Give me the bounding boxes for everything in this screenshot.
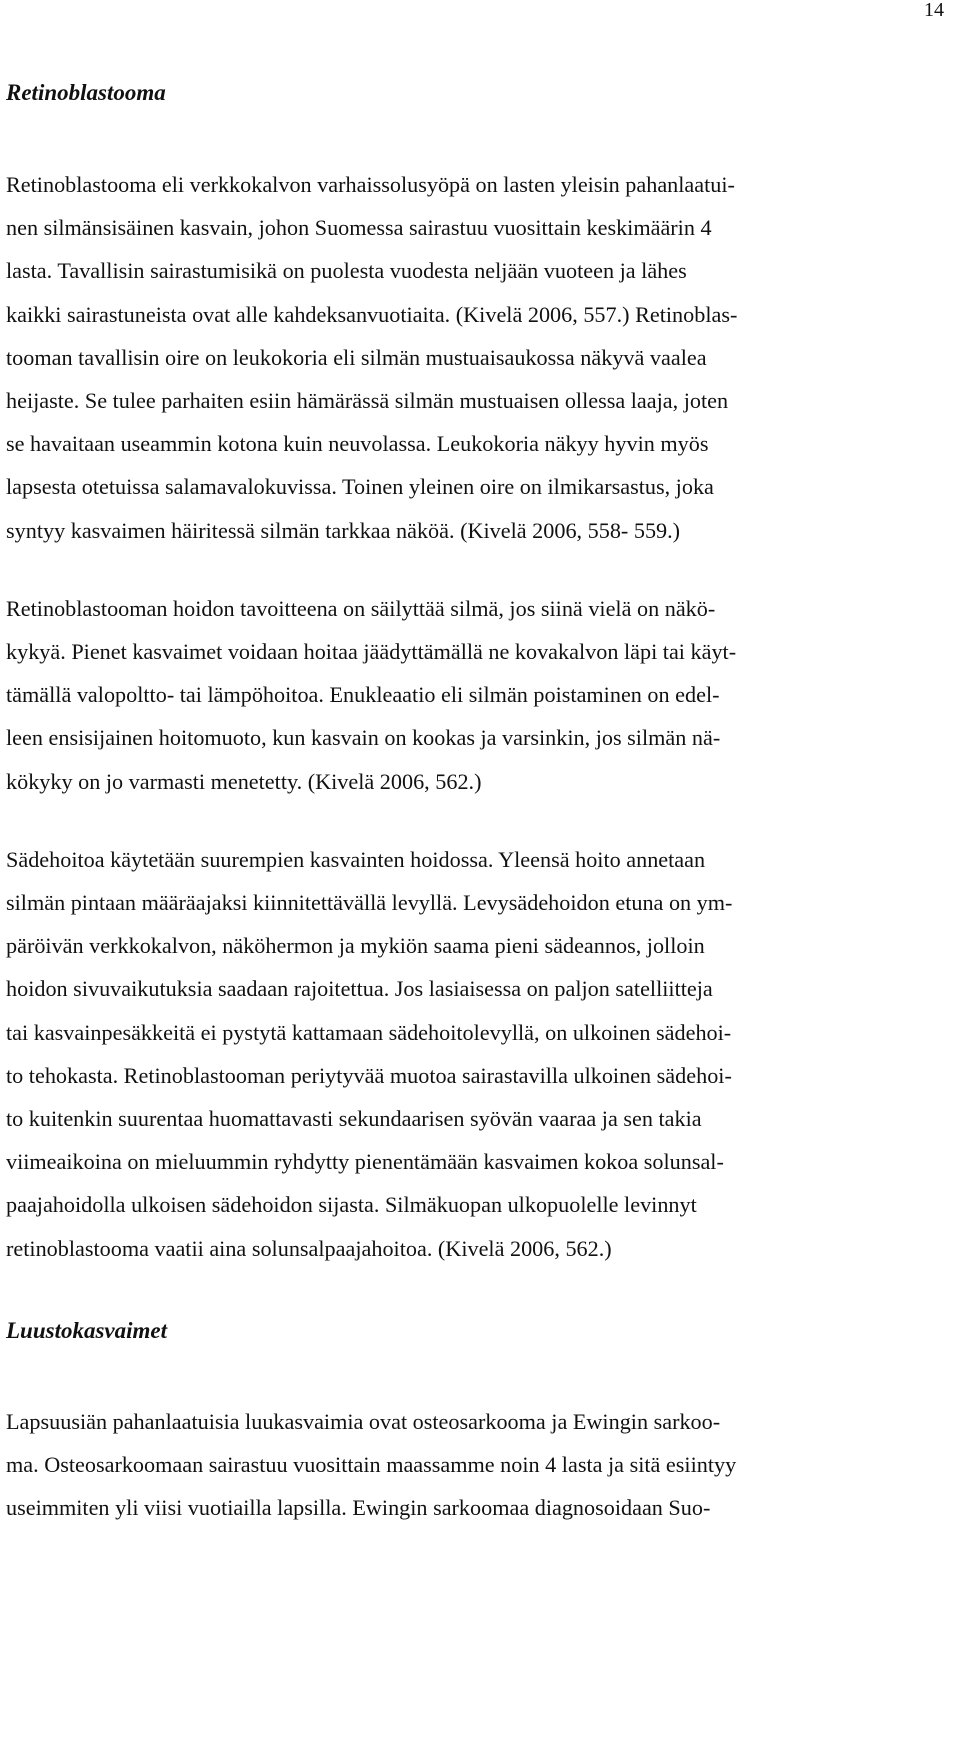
document-body (6, 70, 926, 1529)
text-line: heijaste. Se tulee parhaiten esiin hämärässä silmän mustuaisen ollessa laaja, joten (6, 388, 729, 414)
text-line: Retinoblastooman hoidon tavoitteena on säilyttää silmä, jos siinä vielä on näkö- (6, 595, 716, 621)
text-line: leen ensisijainen hoitomuoto, kun kasvain on kookas ja varsinkin, jos silmän nä- (6, 725, 721, 751)
text-line: useimmiten yli viisi vuotiailla lapsilla. Ewingin sarkoomaa diagnosoidaan Suo- (6, 1495, 711, 1521)
text-line: lapsesta otetuissa salamavalokuvissa. Toinen yleinen oire on ilmikarsastus, joka (6, 474, 714, 500)
text-line: Lapsuusiän pahanlaatuisia luukasvaimia ovat osteosarkooma ja Ewingin sarkoo- (6, 1408, 721, 1434)
page-number: 14 (924, 0, 944, 21)
text-line: kykyä. Pienet kasvaimet voidaan hoitaa jäädyttämällä ne kovakalvon läpi tai käyt- (6, 639, 737, 665)
paragraph (6, 163, 926, 552)
text-line: ma. Osteosarkoomaan sairastuu vuosittain maassamme noin 4 lasta ja sitä esiintyy (6, 1452, 737, 1478)
section-heading-retinoblastooma: Retinoblastooma (6, 80, 166, 105)
text-line: viimeaikoina on mieluummin ryhdytty pienentämään kasvaimen kokoa solunsal- (6, 1149, 724, 1175)
text-line: tooman tavallisin oire on leukokoria eli silmän mustuaisaukossa näkyvä vaalea (6, 344, 707, 370)
text-line: nen silmänsisäinen kasvain, johon Suomessa sairastuu vuosittain keskimäärin 4 (6, 215, 712, 241)
text-line: kökyky on jo varmasti menetetty. (Kivelä 2006, 562.) (6, 768, 482, 794)
text-line: retinoblastooma vaatii aina solunsalpaajahoitoa. (Kivelä 2006, 562.) (6, 1235, 612, 1261)
text-line: se havaitaan useammin kotona kuin neuvolassa. Leukokoria näkyy hyvin myös (6, 431, 709, 457)
paragraph (6, 587, 926, 803)
text-line: Sädehoitoa käytetään suurempien kasvainten hoidossa. Yleensä hoito annetaan (6, 846, 706, 872)
text-line: hoidon sivuvaikutuksia saadaan rajoitettua. Jos lasiaisessa on paljon satelliitteja (6, 976, 713, 1002)
text-line: Retinoblastooma eli verkkokalvon varhaissolusyöpä on lasten yleisin pahanlaatui- (6, 172, 735, 197)
text-line: syntyy kasvaimen häiritessä silmän tarkkaa näköä. (Kivelä 2006, 558- 559.) (6, 517, 681, 543)
text-line: tämällä valopoltto- tai lämpöhoitoa. Enukleaatio eli silmän poistaminen on edel- (6, 682, 720, 708)
text-line: lasta. Tavallisin sairastumisikä on puolesta vuodesta neljään vuoteen ja lähes (6, 258, 687, 284)
text-line: päröivän verkkokalvon, näköhermon ja mykiön saama pieni sädeannos, jolloin (6, 933, 705, 959)
paragraph (6, 838, 926, 1270)
section-heading-luustokasvaimet: Luustokasvaimet (6, 1317, 168, 1343)
text-line: tai kasvainpesäkkeitä ei pystytä kattamaan sädehoitolevyllä, on ulkoinen sädehoi- (6, 1019, 732, 1045)
text-line: to kuitenkin suurentaa huomattavasti sekundaarisen syövän vaaraa ja sen takia (6, 1106, 702, 1132)
text-line: kaikki sairastuneista ovat alle kahdeksanvuotiaita. (Kivelä 2006, 557.) Retinoblas- (6, 301, 738, 327)
text-line: to tehokasta. Retinoblastooman periytyvää muotoa sairastavilla ulkoinen sädehoi- (6, 1062, 732, 1088)
text-line: silmän pintaan määräajaksi kiinnitettävällä levyllä. Levysädehoidon etuna on ym- (6, 890, 733, 916)
text-line: paajahoidolla ulkoisen sädehoidon sijasta. Silmäkuopan ulkopuolelle levinnyt (6, 1192, 697, 1218)
paragraph (6, 1400, 926, 1530)
